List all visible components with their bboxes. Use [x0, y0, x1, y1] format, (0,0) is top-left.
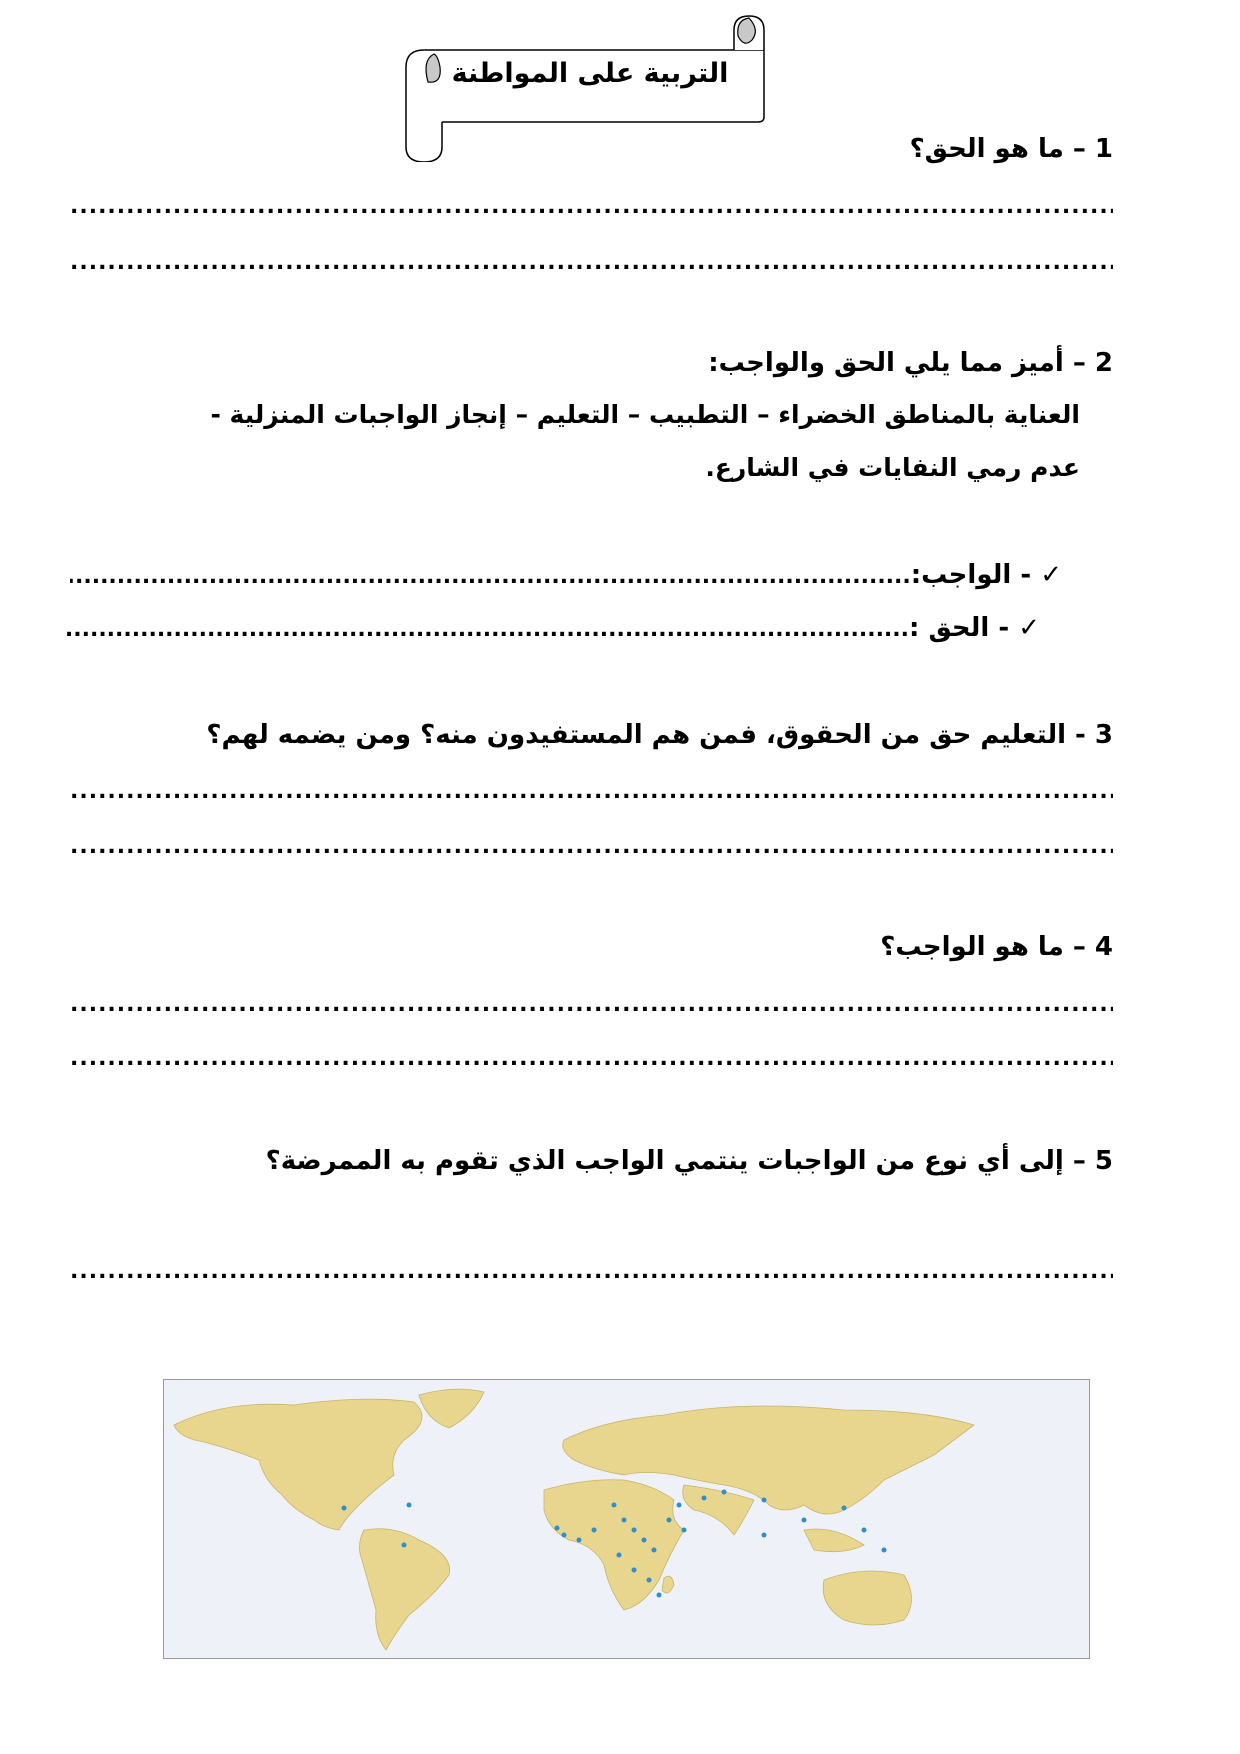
checkmark-bullet-icon: ✓	[1018, 613, 1040, 643]
map-marker-icon	[622, 1518, 627, 1523]
map-marker-icon	[677, 1503, 682, 1508]
australia	[823, 1571, 911, 1625]
answer-line[interactable]	[70, 194, 1113, 224]
map-marker-icon	[682, 1528, 687, 1533]
question-5: 5 – إلى أي نوع من الواجبات ينتمي الواجب الذي تقوم به الممرضة؟	[265, 1146, 1113, 1176]
southeast-asia	[804, 1529, 864, 1552]
map-marker-icon	[862, 1528, 867, 1533]
question-2: 2 – أميز مما يلي الحق والواجب:	[708, 348, 1113, 378]
map-marker-icon	[882, 1548, 887, 1553]
map-marker-icon	[702, 1496, 707, 1501]
map-marker-icon	[402, 1543, 407, 1548]
answer-line[interactable]	[70, 834, 1113, 864]
map-marker-icon	[342, 1506, 347, 1511]
checkmark-bullet-icon: ✓	[1040, 560, 1062, 590]
arabia-india	[683, 1485, 754, 1535]
worksheet-title: التربية على المواطنة	[451, 58, 729, 89]
north-america	[174, 1399, 422, 1530]
greenland	[419, 1389, 484, 1428]
map-marker-icon	[407, 1503, 412, 1508]
right-label: - الحق :	[909, 613, 1019, 643]
map-marker-icon	[632, 1568, 637, 1573]
map-marker-icon	[555, 1526, 560, 1531]
items-list-line-2: عدم رمي النفايات في الشارع.	[705, 453, 1080, 482]
answer-dots[interactable]	[70, 560, 911, 590]
answer-line[interactable]	[70, 1259, 1113, 1289]
map-marker-icon	[722, 1490, 727, 1495]
map-marker-icon	[647, 1578, 652, 1583]
map-marker-icon	[762, 1498, 767, 1503]
duty-answer-row[interactable]	[70, 560, 1062, 590]
map-marker-icon	[642, 1538, 647, 1543]
question-1: 1 – ما هو الحق؟	[909, 134, 1113, 164]
duty-label: - الواجب:	[910, 560, 1041, 590]
continents	[174, 1389, 974, 1650]
answer-dots[interactable]	[66, 613, 909, 643]
answer-line[interactable]	[70, 992, 1113, 1022]
map-marker-icon	[632, 1528, 637, 1533]
map-marker-icon	[592, 1528, 597, 1533]
map-marker-icon	[762, 1533, 767, 1538]
question-4: 4 – ما هو الواجب؟	[880, 932, 1113, 962]
map-marker-icon	[577, 1538, 582, 1543]
map-marker-icon	[617, 1553, 622, 1558]
right-answer-row[interactable]	[66, 613, 1040, 643]
answer-line[interactable]	[70, 1046, 1113, 1076]
map-marker-icon	[667, 1518, 672, 1523]
world-map-image	[163, 1379, 1090, 1659]
map-marker-icon	[657, 1593, 662, 1598]
answer-line[interactable]	[70, 250, 1113, 280]
madagascar	[662, 1576, 674, 1593]
items-list-line-1: العناية بالمناطق الخضراء – التطبيب – التعليم – إنجاز الواجبات المنزلية -	[210, 400, 1080, 429]
map-marker-icon	[612, 1503, 617, 1508]
answer-line[interactable]	[70, 779, 1113, 809]
map-marker-icon	[562, 1533, 567, 1538]
map-marker-icon	[802, 1518, 807, 1523]
question-3: 3 - التعليم حق من الحقوق، فمن هم المستفيدون منه؟ ومن يضمه لهم؟	[206, 720, 1113, 750]
map-marker-icon	[652, 1548, 657, 1553]
map-marker-icon	[842, 1506, 847, 1511]
